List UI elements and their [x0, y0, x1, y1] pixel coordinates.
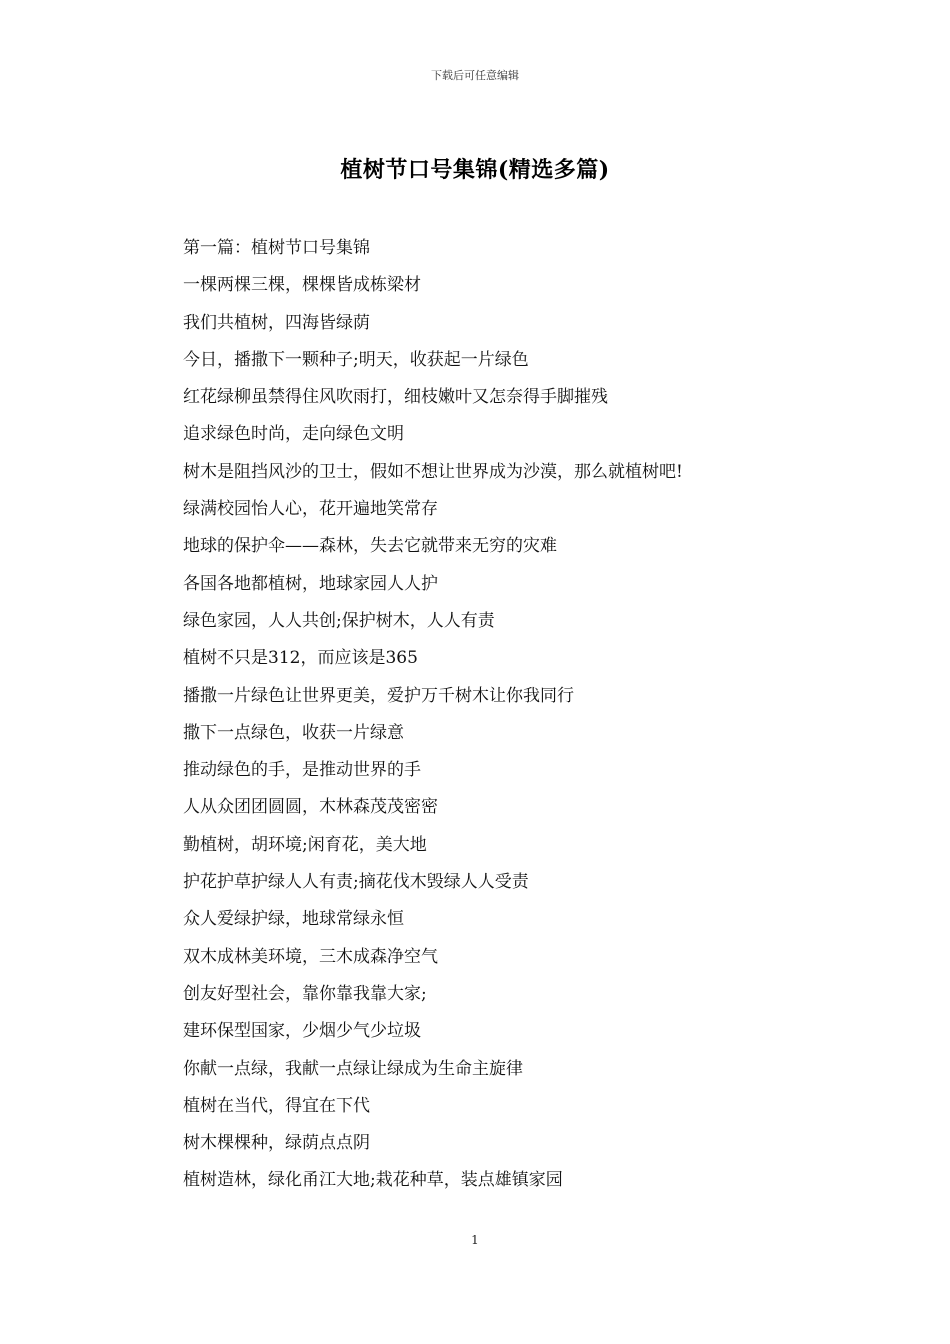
text-line: 绿色家园，人人共创;保护树木，人人有责: [183, 610, 495, 631]
text-line: 植树不只是312，而应该是365: [183, 648, 418, 669]
text-line: 撒下一点绿色，收获一片绿意: [183, 722, 404, 743]
text-line: 双木成林美环境，三木成森净空气: [183, 946, 438, 967]
text-line: 人从众团团圆圆，木林森茂茂密密: [183, 797, 438, 818]
text-line: 今日，播撒下一颗种子;明天，收获起一片绿色: [183, 349, 529, 370]
page-header-note: 下载后可任意编辑: [431, 69, 519, 82]
text-line: 众人爱绿护绿，地球常绿永恒: [183, 909, 404, 930]
text-line: 地球的保护伞——森林，失去它就带来无穷的灾难: [183, 536, 557, 557]
text-line: 各国各地都植树，地球家园人人护: [183, 573, 438, 594]
page-number: 1: [471, 1233, 479, 1247]
text-line: 创友好型社会，靠你靠我靠大家;: [183, 983, 427, 1004]
text-line: 勤植树，胡环境;闲育花，美大地: [183, 834, 427, 855]
text-line: 植树造林，绿化甬江大地;栽花种草，装点雄镇家园: [183, 1170, 563, 1191]
text-line: 你献一点绿，我献一点绿让绿成为生命主旋律: [183, 1058, 523, 1079]
text-line: 追求绿色时尚，走向绿色文明: [183, 424, 404, 445]
text-line: 一棵两棵三棵，棵棵皆成栋梁材: [183, 275, 421, 296]
document-title: 植树节口号集锦(精选多篇): [340, 157, 610, 183]
text-line: 红花绿柳虽禁得住风吹雨打，细枝嫩叶又怎奈得手脚摧残: [183, 387, 608, 408]
text-line: 绿满校园怡人心，花开遍地笑常存: [183, 499, 438, 520]
text-line: 树木是阻挡风沙的卫士，假如不想让世界成为沙漠，那么就植树吧!: [183, 461, 683, 482]
text-line: 第一篇：植树节口号集锦: [183, 238, 370, 258]
text-line: 植树在当代，得宜在下代: [183, 1095, 370, 1116]
text-line: 播撒一片绿色让世界更美，爱护万千树木让你我同行: [183, 685, 574, 706]
text-line: 护花护草护绿人人有责;摘花伐木毁绿人人受责: [183, 872, 529, 893]
text-line: 推动绿色的手，是推动世界的手: [183, 760, 421, 781]
text-line: 建环保型国家，少烟少气少垃圾: [183, 1021, 421, 1042]
text-line: 我们共植树，四海皆绿荫: [183, 312, 370, 333]
text-line: 树木棵棵种，绿荫点点阴: [183, 1133, 370, 1154]
document-body: [183, 233, 683, 1203]
